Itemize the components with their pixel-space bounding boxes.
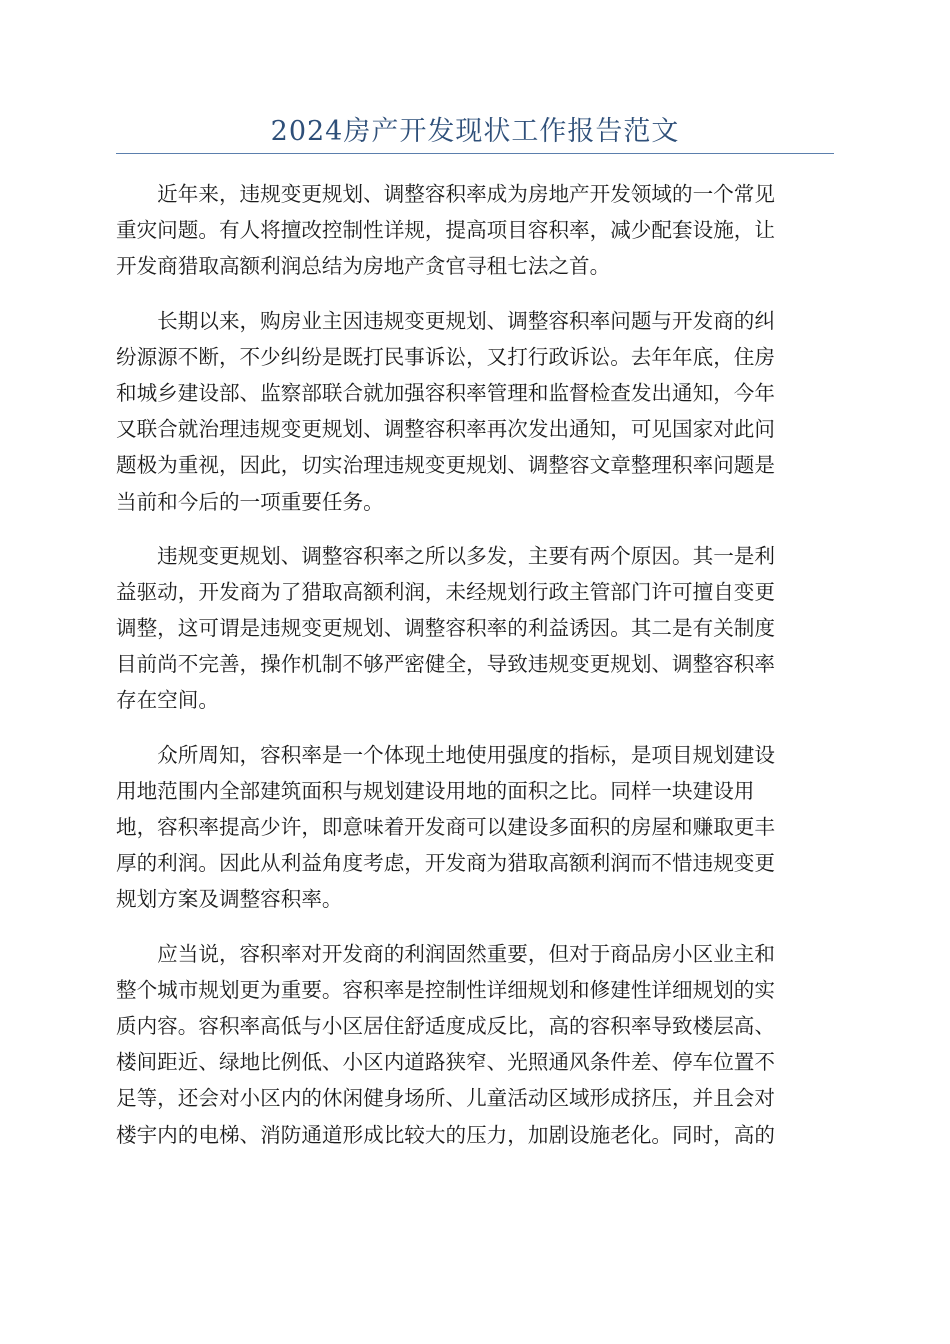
text-line: 足等，还会对小区内的休闲健身场所、儿童活动区域形成挤压，并且会对 bbox=[116, 1086, 775, 1111]
text-line: 整个城市规划更为重要。容积率是控制性详细规划和修建性详细规划的实 bbox=[116, 977, 775, 1002]
text-line: 目前尚不完善，操作机制不够严密健全，导致违规变更规划、调整容积率 bbox=[116, 652, 775, 677]
text-line: 楼宇内的电梯、消防通道形成比较大的压力，加剧设施老化。同时，高的 bbox=[116, 1122, 775, 1147]
text-line: 开发商猎取高额利润总结为房地产贪官寻租七法之首。 bbox=[116, 254, 611, 279]
text-line: 质内容。容积率高低与小区居住舒适度成反比，高的容积率导致楼层高、 bbox=[116, 1013, 775, 1038]
text-line: 调整，这可谓是违规变更规划、调整容积率的利益诱因。其二是有关制度 bbox=[116, 616, 775, 641]
text-line: 众所周知，容积率是一个体现土地使用强度的指标，是项目规划建设 bbox=[116, 742, 775, 767]
text-line: 当前和今后的一项重要任务。 bbox=[116, 489, 384, 514]
text-line: 存在空间。 bbox=[116, 688, 219, 713]
text-line: 长期以来，购房业主因违规变更规划、调整容积率问题与开发商的纠 bbox=[116, 308, 775, 333]
document-title: 2024房产开发现状工作报告范文 bbox=[270, 116, 680, 147]
paragraph-5 bbox=[116, 936, 834, 1153]
paragraph-4 bbox=[116, 737, 834, 918]
text-line: 厚的利润。因此从利益角度考虑，开发商为猎取高额利润而不惜违规变更 bbox=[116, 851, 775, 876]
text-line: 楼间距近、绿地比例低、小区内道路狭窄、光照通风条件差、停车位置不 bbox=[116, 1050, 775, 1075]
title-underline bbox=[116, 153, 834, 154]
text-line: 用地范围内全部建筑面积与规划建设用地的面积之比。同样一块建设用 bbox=[116, 778, 755, 803]
paragraph-1 bbox=[116, 176, 834, 285]
text-line: 规划方案及调整容积率。 bbox=[116, 887, 343, 912]
text-line: 违规变更规划、调整容积率之所以多发，主要有两个原因。其一是利 bbox=[116, 543, 775, 568]
text-line: 题极为重视，因此，切实治理违规变更规划、调整容文章整理积率问题是 bbox=[116, 453, 775, 478]
paragraph-3 bbox=[116, 538, 834, 719]
text-line: 益驱动，开发商为了猎取高额利润，未经规划行政主管部门许可擅自变更 bbox=[116, 579, 775, 604]
document-body bbox=[116, 176, 834, 1171]
text-line: 纷源源不断，不少纠纷是既打民事诉讼，又打行政诉讼。去年年底，住房 bbox=[116, 344, 775, 369]
text-line: 近年来，违规变更规划、调整容积率成为房地产开发领域的一个常见 bbox=[116, 182, 775, 206]
text-line: 和城乡建设部、监察部联合就加强容积率管理和监督检查发出通知，今年 bbox=[116, 380, 775, 405]
paragraph-2 bbox=[116, 303, 834, 520]
text-line: 应当说，容积率对开发商的利润固然重要，但对于商品房小区业主和 bbox=[116, 941, 775, 966]
text-line: 重灾问题。有人将擅改控制性详规，提高项目容积率，减少配套设施，让 bbox=[116, 218, 775, 243]
text-line: 又联合就治理违规变更规划、调整容积率再次发出通知，可见国家对此问 bbox=[116, 417, 775, 442]
text-line: 地，容积率提高少许，即意味着开发商可以建设多面积的房屋和赚取更丰 bbox=[116, 815, 775, 839]
